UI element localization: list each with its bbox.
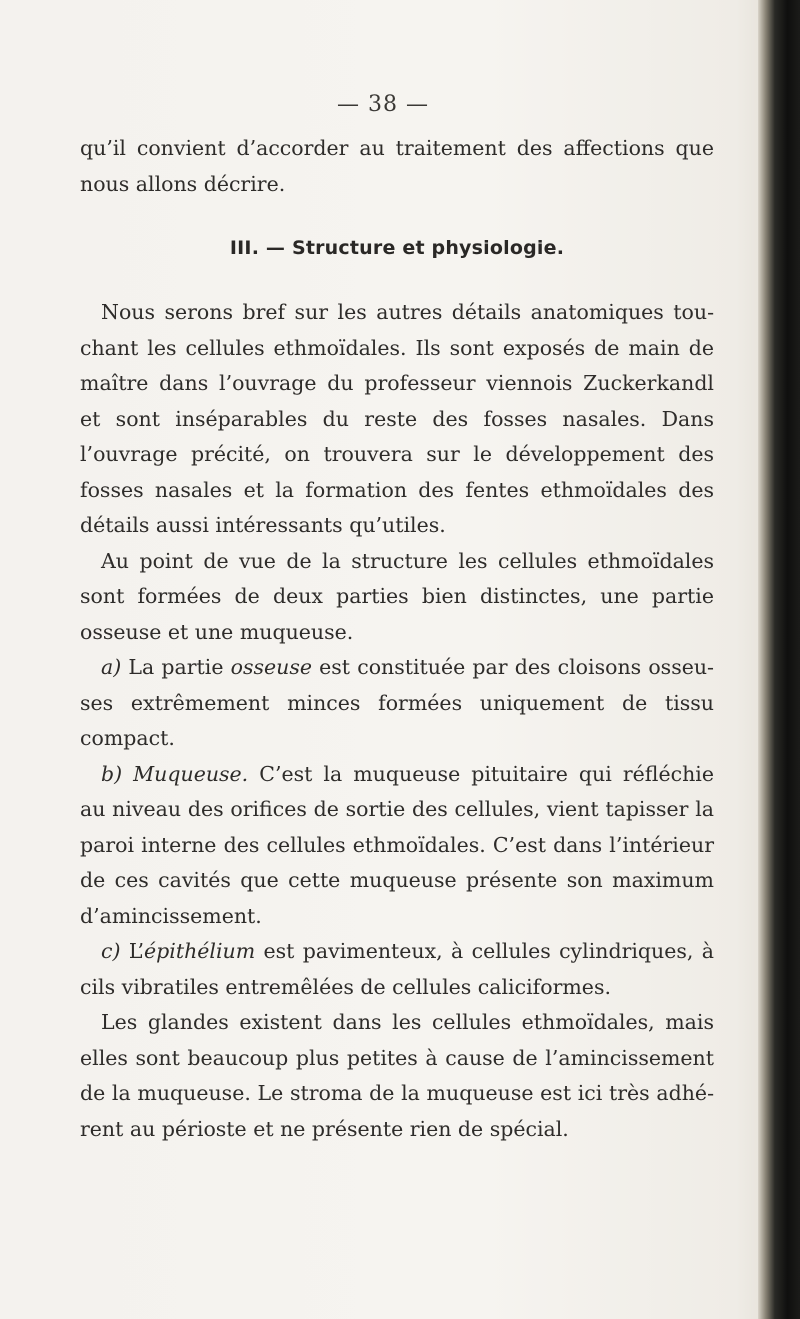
paragraph: Les glandes existent dans les cellules ethmoïdales, mais elles sont beaucoup plus petites à cause de l’amincissement de la muqueuse. Le stroma de la muqueuse est ici très adhérent au périoste et ne présente rien de spécial. <box>80 1010 714 1141</box>
list-label: a) <box>101 655 122 679</box>
list-label: b) Muqueuse. <box>101 761 249 786</box>
paragraph <box>80 650 714 757</box>
list-label: c) <box>101 939 121 963</box>
paragraph-text: est constituée par des cloisons osseuses extrêmement minces formées uniquement de tissu compact. <box>80 655 714 750</box>
book-spine <box>758 0 800 1319</box>
paragraph-text: est pavimenteux, à cellules cylindriques, à cils vibratiles entremêlées de cellules caliciformes. <box>80 939 714 999</box>
paragraph-text: L’ <box>120 939 145 963</box>
section-heading: III. — Structure et physiologie. <box>229 237 565 259</box>
page-number: — 38 — <box>337 92 429 117</box>
paragraph <box>80 757 714 935</box>
emphasis: épithélium <box>144 939 256 963</box>
emphasis: osseuse <box>230 655 312 679</box>
body-text <box>80 131 714 1147</box>
paragraph: Nous serons bref sur les autres détails anatomiques touchant les cellules ethmoïdales. Ils sont exposés de main de maître dans l’ouvrage du professeur viennois Zuckerkandl et sont inséparables du reste des fosses nasales. Dans l’ouvrage précité, on trouvera sur le développement des fosses nasales et la formation des fentes ethmoïdales des détails aussi intéressants qu’utiles. <box>80 300 714 537</box>
paragraph-text: C’est la muqueuse pituitaire qui réfléchie au niveau des orifices de sortie des cellules, vient tapisser la paroi interne des cellules ethmoïdales. C’est dans l’intérieur de ces cavités que cette muqueuse présente son maximum d’amincissement. <box>80 761 714 928</box>
paragraph <box>80 934 714 1005</box>
paragraph-continuation: qu’il convient d’accorder au traitement des affections que nous allons décrire. <box>80 136 714 196</box>
paragraph-text: La partie <box>121 655 231 679</box>
paragraph: Au point de vue de la structure les cellules ethmoïdales sont formées de deux parties bien distinctes, une partie osseuse et une muqueuse. <box>80 548 714 644</box>
